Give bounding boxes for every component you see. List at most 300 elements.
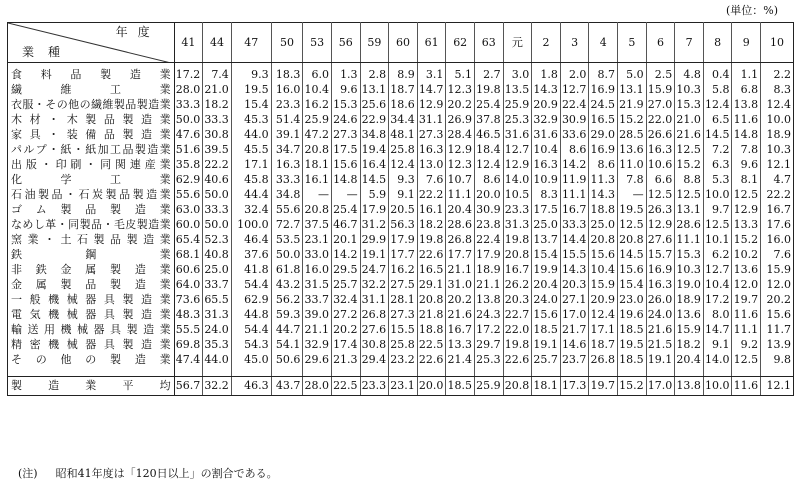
value-cell: 13.8 <box>475 292 504 307</box>
value-cell: 26.2 <box>503 277 532 292</box>
value-cell: 17.9 <box>389 232 418 247</box>
value-cell: 25.7 <box>331 277 360 292</box>
value-cell: 17.3 <box>560 377 589 396</box>
industry-label: 鉄鋼業 <box>8 247 175 262</box>
value-cell: 29.1 <box>417 277 446 292</box>
value-cell: 6.3 <box>703 157 732 172</box>
value-cell: 16.0 <box>303 262 332 277</box>
value-cell: 50.0 <box>203 217 232 232</box>
value-cell: 20.0 <box>475 187 504 202</box>
value-cell: 12.0 <box>761 277 794 292</box>
value-cell: 6.0 <box>303 63 332 83</box>
value-cell: 22.6 <box>417 247 446 262</box>
value-cell: 19.7 <box>589 377 618 396</box>
value-cell: 18.2 <box>675 337 704 352</box>
value-cell: 56.7 <box>174 377 203 396</box>
value-cell: 33.6 <box>560 127 589 142</box>
value-cell: 44.0 <box>231 127 271 142</box>
value-cell: 12.9 <box>646 217 675 232</box>
value-cell: 19.4 <box>360 142 389 157</box>
separator-cell <box>475 369 504 377</box>
value-cell: 40.8 <box>203 247 232 262</box>
value-cell: 10.3 <box>675 82 704 97</box>
value-cell: 73.6 <box>174 292 203 307</box>
value-cell: 19.5 <box>231 82 271 97</box>
separator-cell <box>618 369 647 377</box>
year-header: 53 <box>303 23 332 63</box>
value-cell: 13.6 <box>618 142 647 157</box>
value-cell: 14.5 <box>618 247 647 262</box>
industry-label: 衣服・その他の繊維製品製造業 <box>8 97 175 112</box>
year-header: 9 <box>732 23 761 63</box>
value-cell: 17.2 <box>174 63 203 83</box>
value-cell: 65.4 <box>174 232 203 247</box>
value-cell: 22.0 <box>503 322 532 337</box>
value-cell: 54.3 <box>231 337 271 352</box>
value-cell: 5.9 <box>360 187 389 202</box>
value-cell: 9.1 <box>389 187 418 202</box>
value-cell: 17.7 <box>446 247 475 262</box>
value-cell: 12.5 <box>703 217 732 232</box>
value-cell: 17.5 <box>331 142 360 157</box>
value-cell: 12.5 <box>646 187 675 202</box>
separator-cell <box>732 369 761 377</box>
value-cell: 51.4 <box>271 112 303 127</box>
table-row <box>8 127 794 142</box>
value-cell: 12.5 <box>732 352 761 369</box>
value-cell: 56.2 <box>271 292 303 307</box>
value-cell: 8.0 <box>703 307 732 322</box>
value-cell: 19.8 <box>503 337 532 352</box>
value-cell: 20.9 <box>589 292 618 307</box>
value-cell: 17.9 <box>475 247 504 262</box>
value-cell: 55.6 <box>271 202 303 217</box>
table-row <box>8 97 794 112</box>
value-cell: 11.6 <box>732 377 761 396</box>
value-cell: 15.9 <box>589 277 618 292</box>
value-cell: 37.5 <box>303 217 332 232</box>
value-cell: 2.8 <box>360 63 389 83</box>
value-cell: 1.1 <box>732 63 761 83</box>
value-cell: 18.2 <box>203 97 232 112</box>
value-cell: 7.2 <box>703 142 732 157</box>
value-cell: 10.4 <box>303 82 332 97</box>
value-cell: 1.8 <box>532 63 561 83</box>
value-cell: 11.1 <box>560 187 589 202</box>
value-cell: 8.3 <box>532 187 561 202</box>
value-cell: 15.2 <box>732 232 761 247</box>
value-cell: 6.8 <box>732 82 761 97</box>
value-cell: 35.3 <box>203 337 232 352</box>
value-cell: 39.5 <box>203 142 232 157</box>
footnote-text: 昭和41年度は「120日以上」の割合である。 <box>55 467 278 480</box>
value-cell: 13.3 <box>732 217 761 232</box>
value-cell: 13.6 <box>675 307 704 322</box>
value-cell: 32.4 <box>331 292 360 307</box>
value-cell: 7.8 <box>618 172 647 187</box>
value-cell: 18.9 <box>475 262 504 277</box>
value-cell: 16.5 <box>417 262 446 277</box>
value-cell: 8.3 <box>761 82 794 97</box>
value-cell: 16.3 <box>646 142 675 157</box>
value-cell: 18.5 <box>532 322 561 337</box>
value-cell: 32.9 <box>532 112 561 127</box>
value-cell: 28.1 <box>389 292 418 307</box>
value-cell: 17.7 <box>389 247 418 262</box>
value-cell: 12.9 <box>503 157 532 172</box>
value-cell: 30.8 <box>203 127 232 142</box>
year-header: 元 <box>503 23 532 63</box>
value-cell: 21.9 <box>618 97 647 112</box>
value-cell: 10.4 <box>589 262 618 277</box>
value-cell: 12.1 <box>761 377 794 396</box>
value-cell: 39.1 <box>271 127 303 142</box>
value-cell: 3.0 <box>503 63 532 83</box>
value-cell: 26.8 <box>589 352 618 369</box>
industry-label: 輸送用機械器具製造業 <box>8 322 175 337</box>
value-cell: 20.8 <box>589 232 618 247</box>
value-cell: 17.4 <box>331 337 360 352</box>
value-cell: 15.4 <box>618 277 647 292</box>
value-cell: 19.0 <box>675 277 704 292</box>
industry-label: その他の製造業 <box>8 352 175 369</box>
value-cell: 10.5 <box>503 187 532 202</box>
value-cell: 15.7 <box>646 247 675 262</box>
separator-cell <box>417 369 446 377</box>
industry-label: 繊維工業 <box>8 82 175 97</box>
separator-row <box>8 369 794 377</box>
value-cell: 16.3 <box>646 277 675 292</box>
value-cell: 21.0 <box>203 82 232 97</box>
value-cell: 12.4 <box>389 157 418 172</box>
separator-cell <box>761 369 794 377</box>
value-cell: 39.0 <box>303 307 332 322</box>
value-cell: 8.7 <box>589 63 618 83</box>
value-cell: 26.3 <box>646 202 675 217</box>
value-cell: 12.5 <box>675 142 704 157</box>
value-cell: 20.9 <box>532 97 561 112</box>
value-cell: 15.5 <box>389 322 418 337</box>
value-cell: 20.2 <box>446 97 475 112</box>
value-cell: — <box>618 187 647 202</box>
value-cell: 31.1 <box>417 112 446 127</box>
value-cell: 9.8 <box>761 352 794 369</box>
value-cell: 18.5 <box>446 377 475 396</box>
value-cell: 18.2 <box>417 217 446 232</box>
table-row <box>8 292 794 307</box>
value-cell: 16.3 <box>532 157 561 172</box>
data-table <box>7 22 794 396</box>
value-cell: 24.0 <box>532 292 561 307</box>
value-cell: 25.8 <box>389 142 418 157</box>
value-cell: 31.0 <box>446 277 475 292</box>
value-cell: 31.1 <box>360 292 389 307</box>
value-cell: 23.7 <box>560 352 589 369</box>
value-cell: 29.9 <box>360 232 389 247</box>
value-cell: 17.2 <box>475 322 504 337</box>
industry-label: 木材・木製品製造業 <box>8 112 175 127</box>
value-cell: 28.6 <box>446 217 475 232</box>
year-header: 56 <box>331 23 360 63</box>
value-cell: 26.8 <box>446 232 475 247</box>
value-cell: 15.9 <box>761 262 794 277</box>
value-cell: 33.7 <box>203 277 232 292</box>
table-row <box>8 82 794 97</box>
value-cell: 14.6 <box>560 337 589 352</box>
value-cell: 8.1 <box>732 172 761 187</box>
value-cell: 54.4 <box>231 322 271 337</box>
value-cell: 9.3 <box>231 63 271 83</box>
value-cell: 12.5 <box>618 217 647 232</box>
table-row <box>8 352 794 369</box>
value-cell: 15.9 <box>675 322 704 337</box>
value-cell: 62.9 <box>231 292 271 307</box>
industry-label: なめし革・同製品・毛皮製造業 <box>8 217 175 232</box>
value-cell: 45.5 <box>231 142 271 157</box>
table-row <box>8 63 794 83</box>
value-cell: 18.4 <box>475 142 504 157</box>
value-cell: 18.7 <box>589 337 618 352</box>
separator-cell <box>271 369 303 377</box>
value-cell: 18.3 <box>271 63 303 83</box>
value-cell: 16.0 <box>271 82 303 97</box>
value-cell: 10.3 <box>761 142 794 157</box>
value-cell: 18.7 <box>389 82 418 97</box>
value-cell: 7.8 <box>732 142 761 157</box>
value-cell: 11.1 <box>732 322 761 337</box>
value-cell: 30.9 <box>560 112 589 127</box>
value-cell: 46.7 <box>331 217 360 232</box>
value-cell: 16.1 <box>303 172 332 187</box>
value-cell: 23.8 <box>475 217 504 232</box>
value-cell: 43.7 <box>271 377 303 396</box>
corner-header <box>8 23 175 63</box>
value-cell: 32.2 <box>203 377 232 396</box>
value-cell: 12.7 <box>703 262 732 277</box>
value-cell: 12.3 <box>446 82 475 97</box>
value-cell: 11.0 <box>618 157 647 172</box>
value-cell: 15.3 <box>675 97 704 112</box>
value-cell: 20.2 <box>446 292 475 307</box>
unit-label: (単位：%) <box>725 4 778 17</box>
value-cell: 4.8 <box>675 63 704 83</box>
value-cell: 24.0 <box>203 322 232 337</box>
value-cell: 22.2 <box>203 157 232 172</box>
value-cell: 13.8 <box>675 377 704 396</box>
value-cell: 30.9 <box>475 202 504 217</box>
value-cell: 16.0 <box>761 232 794 247</box>
value-cell: 25.3 <box>503 112 532 127</box>
value-cell: — <box>331 187 360 202</box>
value-cell: 20.8 <box>303 142 332 157</box>
value-cell: 69.8 <box>174 337 203 352</box>
value-cell: 16.2 <box>389 262 418 277</box>
value-cell: 60.6 <box>174 262 203 277</box>
year-header: 2 <box>532 23 561 63</box>
value-cell: 13.1 <box>360 82 389 97</box>
value-cell: 20.3 <box>560 277 589 292</box>
value-cell: 20.4 <box>446 202 475 217</box>
value-cell: 32.2 <box>360 277 389 292</box>
value-cell: 13.8 <box>732 97 761 112</box>
table-row <box>8 112 794 127</box>
value-cell: 29.7 <box>475 337 504 352</box>
value-cell: 10.6 <box>646 157 675 172</box>
value-cell: 15.6 <box>761 307 794 322</box>
value-cell: 21.4 <box>446 352 475 369</box>
value-cell: 19.9 <box>532 262 561 277</box>
value-cell: 19.1 <box>646 352 675 369</box>
value-cell: 12.4 <box>589 307 618 322</box>
value-cell: 14.5 <box>703 127 732 142</box>
value-cell: 22.7 <box>503 307 532 322</box>
value-cell: 15.5 <box>560 247 589 262</box>
value-cell: 23.3 <box>360 377 389 396</box>
table-row <box>8 217 794 232</box>
value-cell: 23.3 <box>271 97 303 112</box>
value-cell: 31.6 <box>532 127 561 142</box>
value-cell: 34.7 <box>271 142 303 157</box>
value-cell: 8.6 <box>475 172 504 187</box>
value-cell: 7.6 <box>417 172 446 187</box>
value-cell: 27.0 <box>646 97 675 112</box>
value-cell: 19.6 <box>618 307 647 322</box>
value-cell: 10.1 <box>703 232 732 247</box>
value-cell: 21.6 <box>646 322 675 337</box>
value-cell: 37.6 <box>231 247 271 262</box>
value-cell: 20.8 <box>618 232 647 247</box>
table-row <box>8 277 794 292</box>
value-cell: 15.4 <box>231 97 271 112</box>
value-cell: 32.9 <box>303 337 332 352</box>
value-cell: 9.6 <box>732 157 761 172</box>
value-cell: 24.7 <box>360 262 389 277</box>
value-cell: 17.1 <box>589 322 618 337</box>
value-cell: 18.5 <box>618 322 647 337</box>
value-cell: 21.1 <box>475 277 504 292</box>
year-header: 44 <box>203 23 232 63</box>
value-cell: 34.8 <box>271 187 303 202</box>
value-cell: 7.4 <box>203 63 232 83</box>
value-cell: 14.3 <box>560 262 589 277</box>
value-cell: 16.9 <box>589 82 618 97</box>
value-cell: 16.4 <box>360 157 389 172</box>
value-cell: 62.9 <box>174 172 203 187</box>
value-cell: 10.4 <box>703 277 732 292</box>
value-cell: 28.0 <box>303 377 332 396</box>
value-cell: 17.1 <box>231 157 271 172</box>
value-cell: 16.9 <box>589 142 618 157</box>
value-cell: 24.6 <box>331 112 360 127</box>
year-header: 4 <box>589 23 618 63</box>
value-cell: 8.6 <box>560 142 589 157</box>
value-cell: 13.7 <box>532 232 561 247</box>
value-cell: 25.0 <box>532 217 561 232</box>
value-cell: 64.0 <box>174 277 203 292</box>
value-cell: 6.2 <box>703 247 732 262</box>
header-nendo: 年度 <box>115 25 160 39</box>
value-cell: 13.1 <box>675 202 704 217</box>
value-cell: 20.5 <box>389 202 418 217</box>
value-cell: 8.8 <box>675 172 704 187</box>
separator-cell <box>589 369 618 377</box>
value-cell: 53.5 <box>271 232 303 247</box>
year-header: 3 <box>560 23 589 63</box>
value-cell: 68.1 <box>174 247 203 262</box>
value-cell: 17.6 <box>761 217 794 232</box>
value-cell: 8.6 <box>589 157 618 172</box>
value-cell: 14.8 <box>732 127 761 142</box>
separator-cell <box>560 369 589 377</box>
value-cell: 12.4 <box>703 97 732 112</box>
value-cell: 33.3 <box>174 97 203 112</box>
value-cell: 10.4 <box>532 142 561 157</box>
value-cell: 15.2 <box>618 377 647 396</box>
value-cell: 33.3 <box>271 172 303 187</box>
value-cell: 20.8 <box>417 292 446 307</box>
industry-label: 石油製品・石炭製品製造業 <box>8 187 175 202</box>
value-cell: 16.1 <box>417 202 446 217</box>
value-cell: 44.7 <box>271 322 303 337</box>
industry-label: 金属製品製造業 <box>8 277 175 292</box>
value-cell: 9.6 <box>331 82 360 97</box>
table-body <box>8 63 794 396</box>
value-cell: 10.0 <box>703 377 732 396</box>
value-cell: 0.4 <box>703 63 732 83</box>
value-cell: 54.4 <box>231 277 271 292</box>
value-cell: 28.0 <box>174 82 203 97</box>
value-cell: 18.8 <box>589 202 618 217</box>
separator-cell <box>8 369 175 377</box>
value-cell: 25.7 <box>532 352 561 369</box>
value-cell: 63.0 <box>174 202 203 217</box>
value-cell: 21.3 <box>331 352 360 369</box>
value-cell: 10.7 <box>446 172 475 187</box>
value-cell: 20.1 <box>331 232 360 247</box>
value-cell: 25.9 <box>503 97 532 112</box>
value-cell: 44.8 <box>231 307 271 322</box>
value-cell: 15.6 <box>331 157 360 172</box>
value-cell: 14.3 <box>589 187 618 202</box>
year-header: 6 <box>646 23 675 63</box>
value-cell: 14.0 <box>703 352 732 369</box>
value-cell: 22.6 <box>503 352 532 369</box>
value-cell: 12.5 <box>732 187 761 202</box>
value-cell: 17.5 <box>532 202 561 217</box>
value-cell: 8.9 <box>389 63 418 83</box>
value-cell: 12.4 <box>761 97 794 112</box>
value-cell: 16.3 <box>271 157 303 172</box>
value-cell: 19.5 <box>618 337 647 352</box>
value-cell: 65.5 <box>203 292 232 307</box>
value-cell: 16.3 <box>417 142 446 157</box>
value-cell: 19.1 <box>360 247 389 262</box>
value-cell: 31.3 <box>203 307 232 322</box>
separator-cell <box>389 369 418 377</box>
value-cell: 19.8 <box>475 82 504 97</box>
value-cell: 18.9 <box>675 292 704 307</box>
value-cell: 16.2 <box>303 97 332 112</box>
value-cell: 46.3 <box>231 377 271 396</box>
value-cell: 22.0 <box>646 112 675 127</box>
value-cell: 16.7 <box>560 202 589 217</box>
value-cell: 55.5 <box>174 322 203 337</box>
value-cell: 27.1 <box>560 292 589 307</box>
value-cell: 61.8 <box>271 262 303 277</box>
value-cell: 20.3 <box>503 292 532 307</box>
separator-cell <box>203 369 232 377</box>
value-cell: 11.3 <box>589 172 618 187</box>
